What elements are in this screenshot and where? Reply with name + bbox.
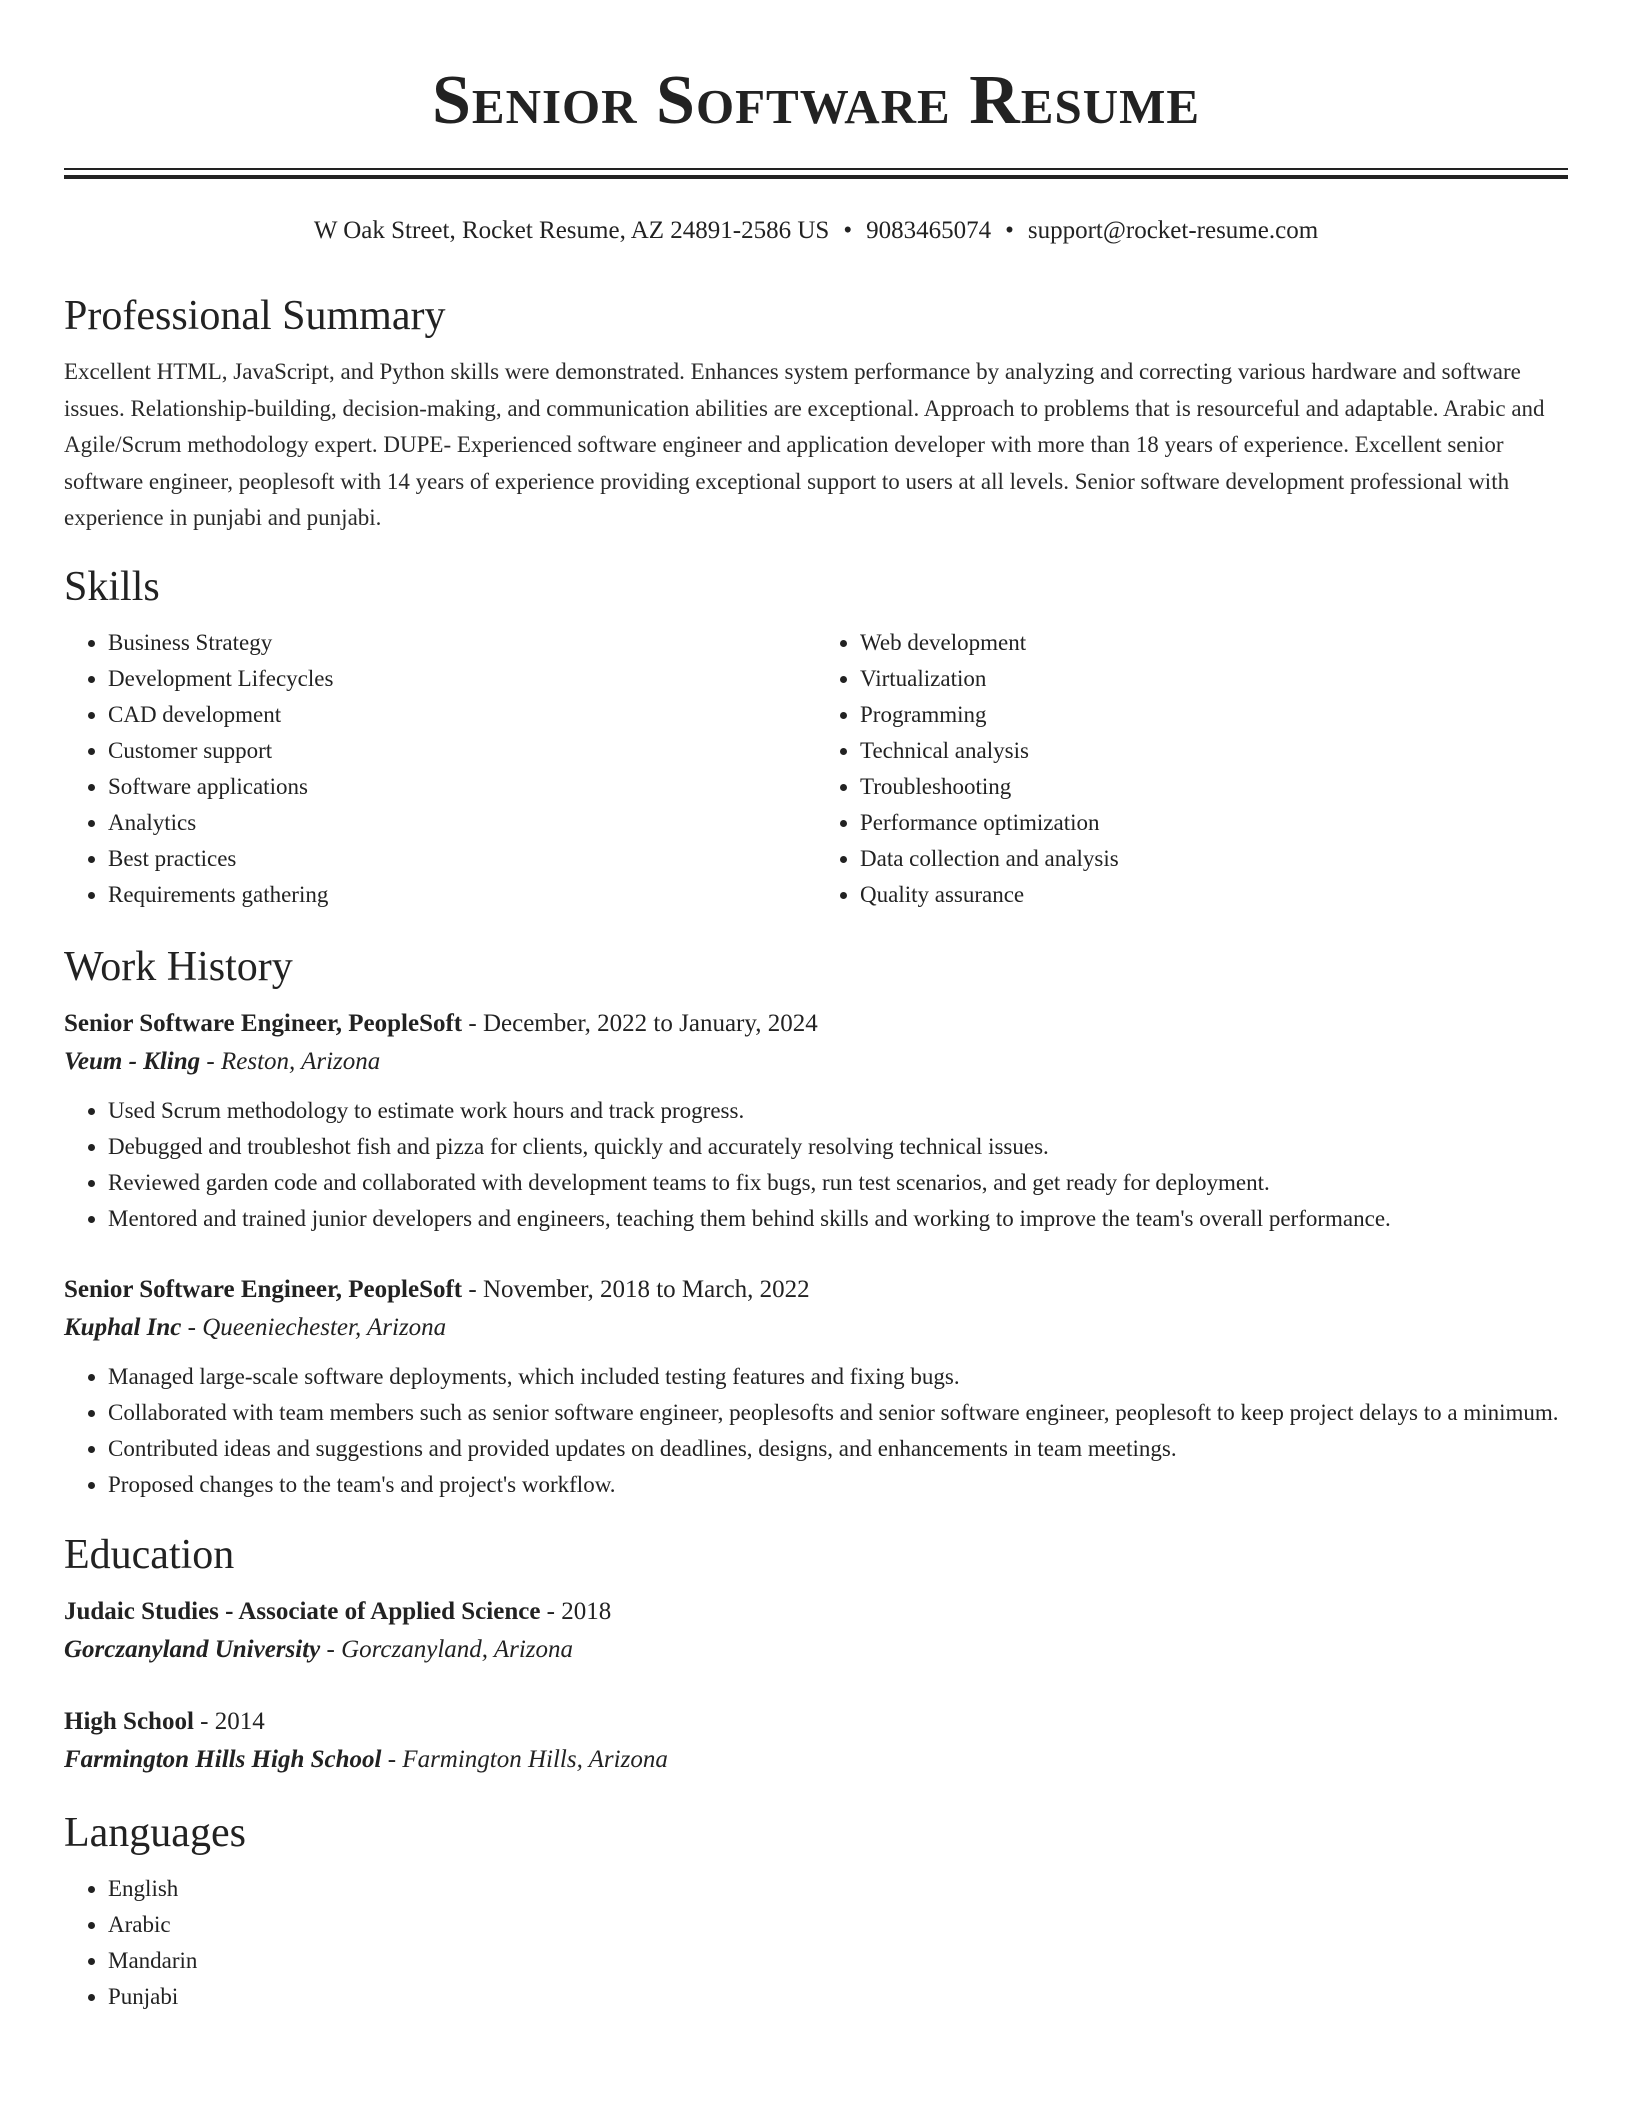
- skills-columns: [64, 625, 1568, 913]
- education-year: - 2018: [540, 1597, 612, 1625]
- summary-section: [64, 290, 1568, 537]
- education-degree-line: [64, 1593, 1568, 1631]
- skill-item: • Development Lifecycles: [108, 661, 816, 697]
- contact-separator: •: [1005, 217, 1014, 244]
- education-location: - Gorczanyland, Arizona: [320, 1635, 574, 1663]
- skill-item: • Web development: [860, 625, 1568, 661]
- skill-item: • Customer support: [108, 733, 816, 769]
- skill-item: • Virtualization: [860, 661, 1568, 697]
- resume-title: Senior Software Resume: [431, 62, 1201, 139]
- contact-phone: 9083465074: [866, 217, 992, 244]
- job-dates: - December, 2022 to January, 2024: [462, 1009, 818, 1037]
- contact-separator: •: [843, 217, 853, 244]
- job-company: Veum - Kling: [64, 1047, 201, 1075]
- education-entry: [64, 1703, 1568, 1779]
- education-degree: High School: [64, 1707, 194, 1735]
- skills-list-right: [816, 625, 1568, 913]
- skill-item: • Troubleshooting: [860, 769, 1568, 805]
- skill-item: • Best practices: [108, 841, 816, 877]
- job-location: - Reston, Arizona: [200, 1047, 381, 1075]
- skill-item: • Technical analysis: [860, 733, 1568, 769]
- job-bullet: • Managed large-scale software deployments, which included testing features and fixing bugs.: [108, 1359, 1568, 1395]
- skill-item: • Data collection and analysis: [860, 841, 1568, 877]
- skills-list-left: [64, 625, 816, 913]
- contact-address: W Oak Street, Rocket Resume, AZ 24891-2586 US: [313, 217, 830, 244]
- job-bullet: • Reviewed garden code and collaborated with development teams to fix bugs, run test scenarios, and get ready for deployment.: [108, 1165, 1568, 1201]
- title-divider-thin: [64, 168, 1568, 170]
- skill-item: • Analytics: [108, 805, 816, 841]
- languages-heading: Languages: [64, 1809, 246, 1856]
- job-entry: [64, 1271, 1568, 1503]
- job-bullet: • Mentored and trained junior developers and engineers, teaching them behind skills and working to improve the team's overall performance.: [108, 1201, 1568, 1237]
- skills-section: [64, 561, 1568, 913]
- languages-list: [64, 1871, 1568, 2015]
- job-bullets: [64, 1359, 1568, 1503]
- job-bullet: • Debugged and troubleshot fish and pizza for clients, quickly and accurately resolving technical issues.: [108, 1129, 1568, 1165]
- education-degree: Judaic Studies - Associate of Applied Science: [64, 1597, 541, 1625]
- job-title: Senior Software Engineer, PeopleSoft: [64, 1275, 463, 1303]
- skill-item: • Requirements gathering: [108, 877, 816, 913]
- job-bullet: • Proposed changes to the team's and project's workflow.: [108, 1467, 1568, 1503]
- job-employer-line: [64, 1309, 1568, 1347]
- job-header: [64, 1271, 1568, 1309]
- job-location: - Queeniechester, Arizona: [181, 1313, 447, 1341]
- skill-item: • Quality assurance: [860, 877, 1568, 913]
- job-bullet: • Collaborated with team members such as senior software engineer, peoplesofts and senior software engineer, peoplesoft to keep project delays to a minimum.: [108, 1395, 1568, 1431]
- education-entry: [64, 1593, 1568, 1669]
- education-heading: Education: [64, 1531, 235, 1578]
- work-history-section: [64, 941, 1568, 1503]
- education-school-line: [64, 1741, 1568, 1779]
- education-section: [64, 1529, 1568, 1779]
- job-company: Kuphal Inc: [64, 1313, 182, 1341]
- job-dates: - November, 2018 to March, 2022: [462, 1275, 810, 1303]
- skill-item: • Programming: [860, 697, 1568, 733]
- work-history-heading: Work History: [64, 943, 293, 990]
- title-divider-thick: [64, 175, 1568, 179]
- job-bullets: [64, 1093, 1568, 1237]
- skill-item: • Performance optimization: [860, 805, 1568, 841]
- summary-text: Excellent HTML, JavaScript, and Python skills were demonstrated. Enhances system performance by analyzing and correcting various hardware and software issues. Relationship-building, decision-making, and communication abilities are exceptional. Approach to problems that is resourceful and adaptable. Arabic and Agile/Scrum methodology expert. DUPE- Experienced software engineer and application developer with more than 18 years of experience. Excellent senior software engineer, peoplesoft with 14 years of experience providing exceptional support to users at all levels. Senior software development professional with experience in punjabi and punjabi.: [64, 359, 1545, 530]
- language-item: • Arabic: [108, 1907, 1568, 1943]
- job-title: Senior Software Engineer, PeopleSoft: [64, 1009, 463, 1037]
- education-school-line: [64, 1631, 1568, 1669]
- skill-item: • Business Strategy: [108, 625, 816, 661]
- job-employer-line: [64, 1043, 1568, 1081]
- education-year: - 2014: [193, 1707, 265, 1735]
- job-header: [64, 1005, 1568, 1043]
- education-degree-line: [64, 1703, 1568, 1741]
- job-bullet: • Contributed ideas and suggestions and provided updates on deadlines, designs, and enhancements in team meetings.: [108, 1431, 1568, 1467]
- education-location: - Farmington Hills, Arizona: [381, 1745, 668, 1773]
- job-entry: [64, 1005, 1568, 1237]
- skill-item: • Software applications: [108, 769, 816, 805]
- skills-heading: Skills: [64, 563, 160, 610]
- education-school: Gorczanyland University: [64, 1635, 321, 1663]
- education-school: Farmington Hills High School: [64, 1745, 382, 1773]
- language-item: • Mandarin: [108, 1943, 1568, 1979]
- language-item: • Punjabi: [108, 1979, 1568, 2015]
- language-item: • English: [108, 1871, 1568, 1907]
- summary-heading: Professional Summary: [64, 293, 446, 339]
- languages-section: [64, 1807, 1568, 2015]
- skill-item: • CAD development: [108, 697, 816, 733]
- job-bullet: • Used Scrum methodology to estimate work hours and track progress.: [108, 1093, 1568, 1129]
- resume-content: [64, 290, 1568, 2015]
- contact-email: support@rocket-resume.com: [1027, 217, 1319, 244]
- contact-line: [0, 214, 1632, 248]
